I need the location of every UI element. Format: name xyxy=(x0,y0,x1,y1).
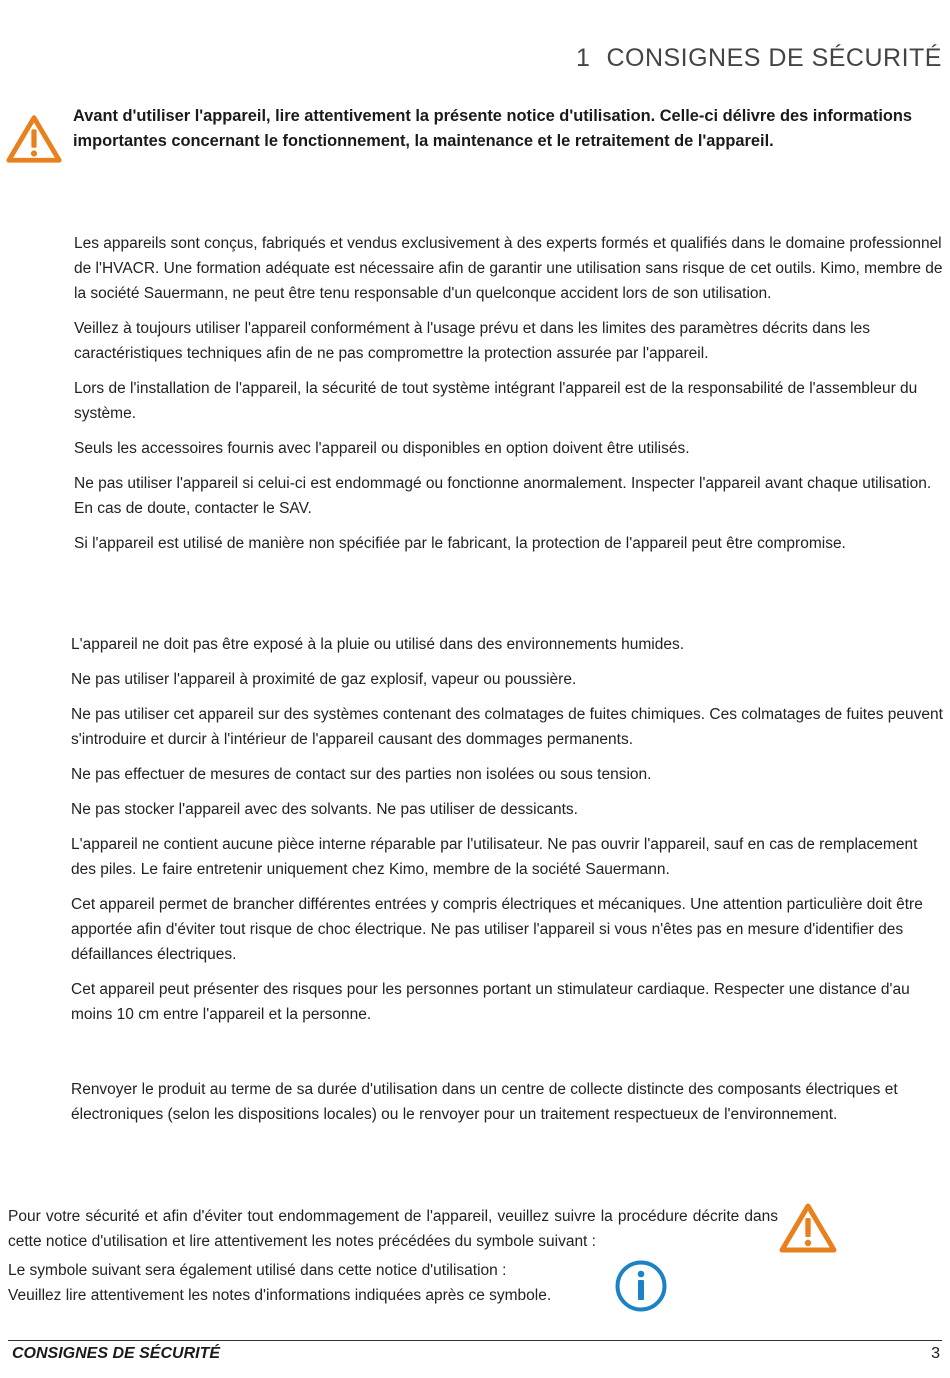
intro-warning-text: Avant d'utiliser l'appareil, lire attentivement la présente notice d'utilisation. Celle-ci délivre des informations importantes concernant le fonctionnement, la maintenance et le retraitement de l'appareil. xyxy=(73,107,913,150)
info-note-line: Le symbole suivant sera également utilisé dans cette notice d'utilisation : xyxy=(8,1262,507,1279)
page-number: 3 xyxy=(931,1345,940,1362)
section-number: 1 xyxy=(576,44,591,72)
restriction-paragraph: Ne pas utiliser cet appareil sur des systèmes contenant des colmatages de fuites chimiques. Ces colmatages de fuites peuvent s'introduire et durcir à l'intérieur de l'appareil causant des dommages permanents. xyxy=(71,706,943,748)
footer-section-title: CONSIGNES DE SÉCURITÉ xyxy=(12,1345,221,1362)
safety-paragraph: Veillez à toujours utiliser l'appareil conformément à l'usage prévu et dans les limites des paramètres décrits dans les caractéristiques techniques afin de ne pas compromettre la protection assurée par l'appareil. xyxy=(74,320,870,362)
safety-paragraph: Seuls les accessoires fournis avec l'appareil ou disponibles en option doivent être utilisés. xyxy=(74,440,690,457)
restriction-paragraph: L'appareil ne doit pas être exposé à la pluie ou utilisé dans des environnements humides. xyxy=(71,636,685,653)
restriction-paragraph: Ne pas effectuer de mesures de contact sur des parties non isolées ou sous tension. xyxy=(71,766,652,783)
safety-paragraph: Les appareils sont conçus, fabriqués et vendus exclusivement à des experts formés et qualifiés dans le domaine professionnel de l'HVACR. Une formation adéquate est nécessaire afin de garantir une utilisation sans risque de cet outils. Kimo, membre de la société Sauermann, ne peut être tenu responsable d'un quelconque accident lors de son utilisation. xyxy=(74,235,943,302)
restriction-paragraph: Ne pas utiliser l'appareil à proximité de gaz explosif, vapeur ou poussière. xyxy=(71,671,577,688)
usage-restrictions-section xyxy=(71,632,943,1037)
page-title xyxy=(576,44,942,73)
restriction-paragraph: Ne pas stocker l'appareil avec des solvants. Ne pas utiliser de dessicants. xyxy=(71,801,578,818)
info-note-line: Veuillez lire attentivement les notes d'informations indiquées après ce symbole. xyxy=(8,1287,552,1304)
info-symbol-note xyxy=(8,1258,618,1308)
warning-symbol-note: Pour votre sécurité et afin d'éviter tout endommagement de l'appareil, veuillez suivre la procédure décrite dans cette notice d'utilisation et lire attentivement les notes précédées du symbole suivant : xyxy=(8,1208,778,1250)
disposal-paragraph: Renvoyer le produit au terme de sa durée d'utilisation dans un centre de collecte distincte des composants électriques et électroniques (selon les dispositions locales) ou le renvoyer pour un traitement respectueux de l'environnement. xyxy=(71,1081,898,1123)
disposal-section xyxy=(71,1077,901,1137)
safety-paragraph: Lors de l'installation de l'appareil, la sécurité de tout système intégrant l'appareil est de la responsabilité de l'assembleur du système. xyxy=(74,380,918,422)
warning-triangle-icon xyxy=(5,112,63,166)
restriction-paragraph: Cet appareil peut présenter des risques pour les personnes portant un stimulateur cardiaque. Respecter une distance d'au moins 10 cm entre l'appareil et la personne. xyxy=(71,981,910,1023)
safety-paragraph: Si l'appareil est utilisé de manière non spécifiée par le fabricant, la protection de l'appareil peut être compromise. xyxy=(74,535,846,552)
restriction-paragraph: L'appareil ne contient aucune pièce interne réparable par l'utilisateur. Ne pas ouvrir l'appareil, sauf en cas de remplacement des piles. Le faire entretenir uniquement chez Kimo, membre de la société Sauermann. xyxy=(71,836,918,878)
general-safety-section xyxy=(74,231,946,566)
safety-paragraph: Ne pas utiliser l'appareil si celui-ci est endommagé ou fonctionne anormalement. Inspecter l'appareil avant chaque utilisation. En cas de doute, contacter le SAV. xyxy=(74,475,932,517)
section-title: CONSIGNES DE SÉCURITÉ xyxy=(606,44,942,72)
footer-divider xyxy=(8,1340,942,1341)
warning-triangle-icon xyxy=(778,1201,838,1255)
restriction-paragraph: Cet appareil permet de brancher différentes entrées y compris électriques et mécaniques. Une attention particulière doit être apportée afin d'éviter tout risque de choc électrique. Ne pas utiliser l'appareil si vous n'êtes pas en mesure d'identifier des défaillances électriques. xyxy=(71,896,923,963)
info-circle-icon xyxy=(614,1259,668,1313)
